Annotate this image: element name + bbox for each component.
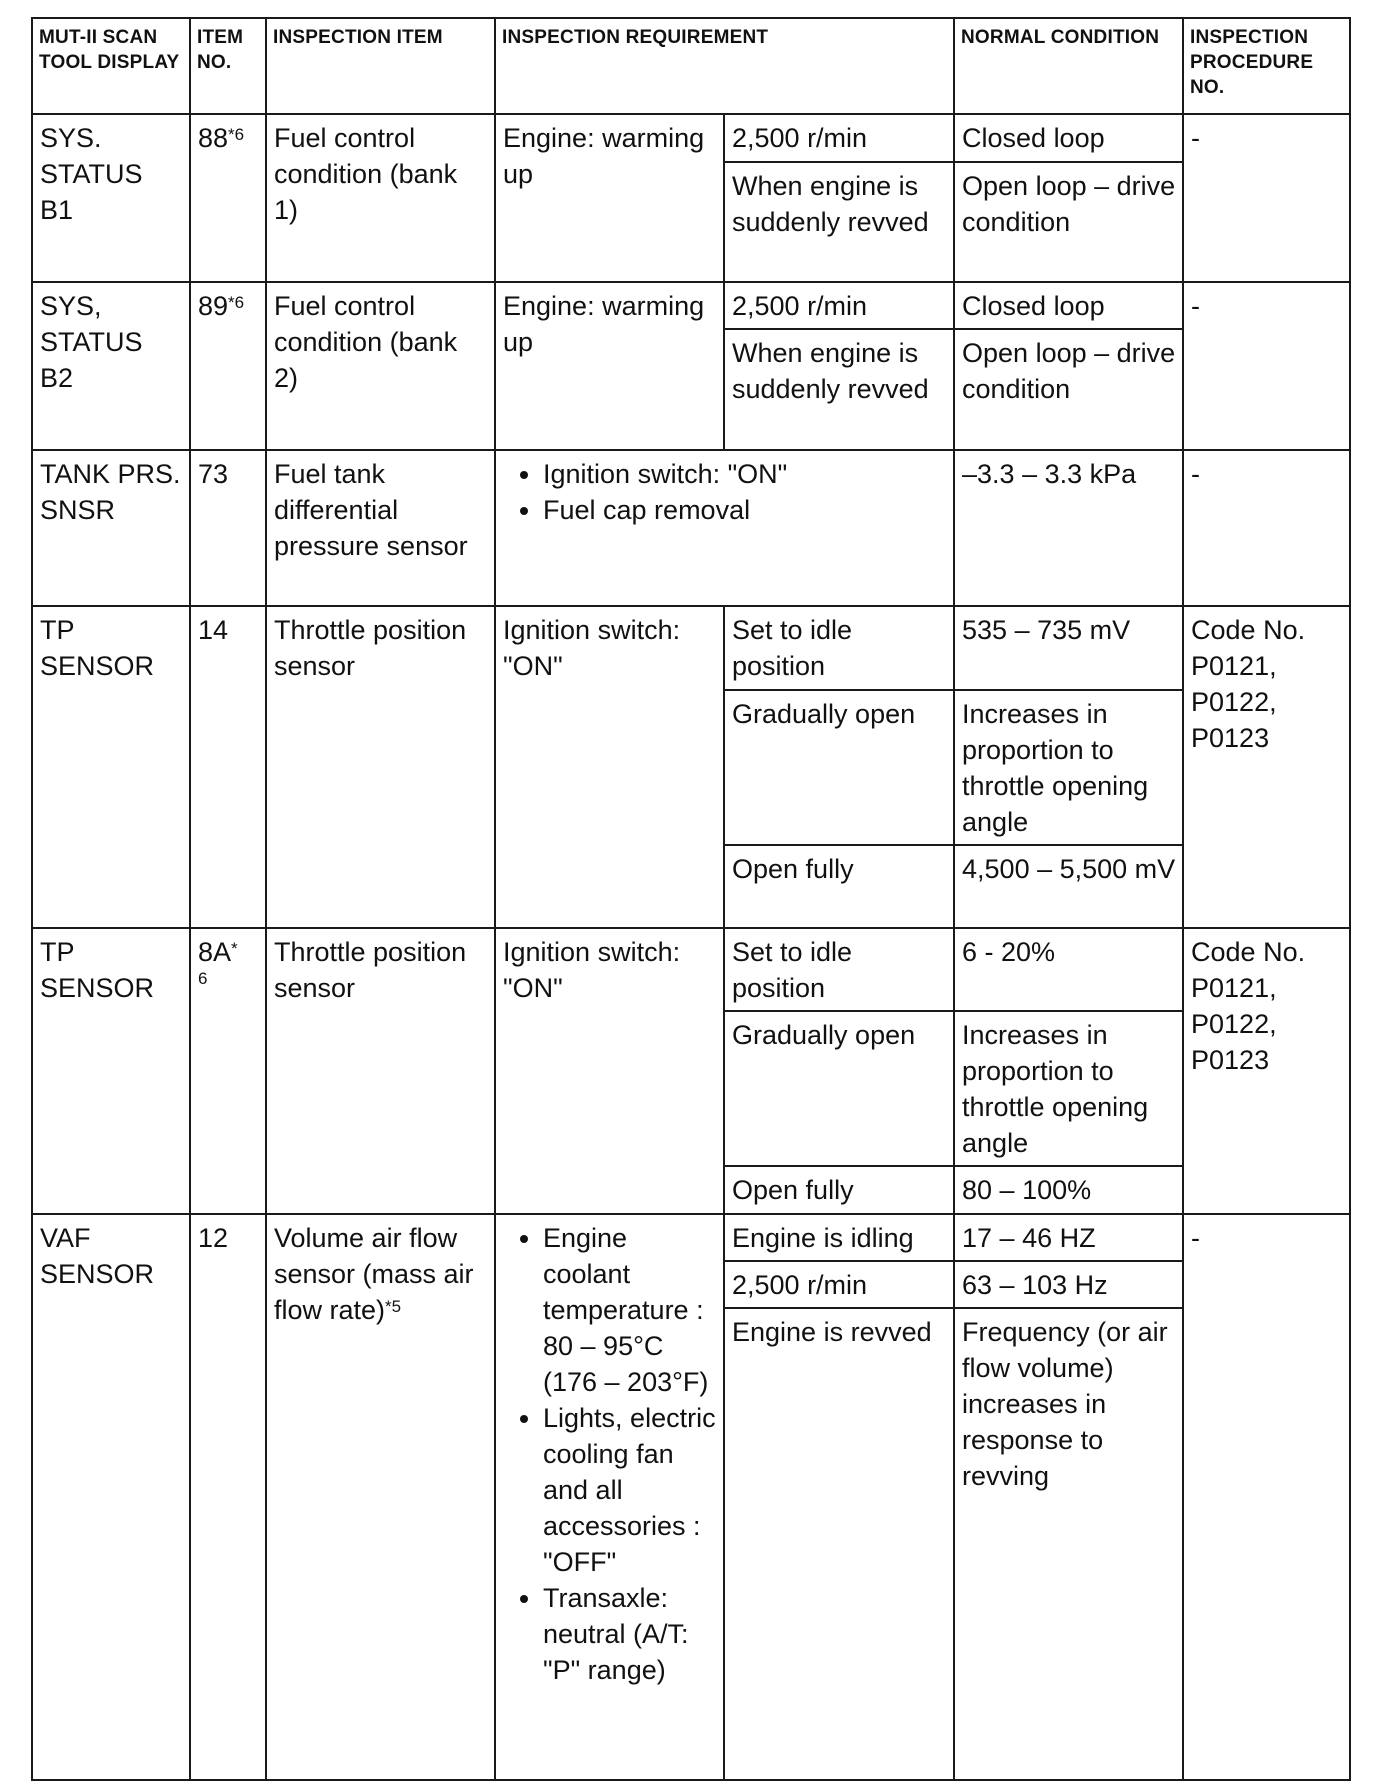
sub-requirement-cell: Gradually open [724, 1011, 954, 1167]
normal-condition-cell: 63 – 103 Hz [954, 1261, 1183, 1308]
display-cell: VAF SENSOR [32, 1214, 190, 1780]
list-item: • Ignition switch: "ON" [543, 456, 947, 492]
item-no-cell: 73 [190, 450, 266, 607]
item-no-cell [190, 282, 266, 450]
header-item-no: ITEM NO. [190, 18, 266, 114]
normal-condition-cell: 535 – 735 mV [954, 606, 1183, 689]
inspection-table [31, 17, 1351, 1781]
procedure-cell: Code No. P0121, P0122, P0123 [1183, 606, 1350, 927]
table-row [32, 1214, 1350, 1261]
item-no-value: 89 [198, 291, 229, 322]
normal-condition-cell: 17 – 46 HZ [954, 1214, 1183, 1261]
requirement-list [503, 456, 947, 528]
item-no-footnote: * [231, 938, 238, 958]
sub-requirement-cell: 2,500 r/min [724, 282, 954, 329]
table-row [32, 282, 1350, 329]
requirement-list [503, 1220, 717, 1688]
item-footnote: *5 [385, 1296, 402, 1316]
header-normal-condition: NORMAL CONDITION [954, 18, 1183, 114]
procedure-cell: Code No. P0121, P0122, P0123 [1183, 928, 1350, 1214]
item-no-cell [190, 114, 266, 282]
sub-requirement-cell: Gradually open [724, 690, 954, 846]
requirement-cell: Engine: warming up [495, 282, 724, 450]
sub-requirement-cell: Engine is revved [724, 1308, 954, 1780]
item-no-footnote: *6 [228, 125, 245, 145]
normal-condition-cell: Closed loop [954, 114, 1183, 161]
procedure-cell: - [1183, 282, 1350, 450]
item-no-footnote: *6 [228, 293, 245, 313]
list-item: • Fuel cap removal [543, 492, 947, 528]
normal-condition-cell: 6 - 20% [954, 928, 1183, 1011]
sub-requirement-cell: Open fully [724, 1166, 954, 1213]
procedure-cell: - [1183, 450, 1350, 607]
display-cell: TP SENSOR [32, 928, 190, 1214]
header-procedure-no: INSPECTION PROCEDURE NO. [1183, 18, 1350, 114]
normal-condition-cell: 80 – 100% [954, 1166, 1183, 1213]
inspection-item-cell: Fuel tank differential pressure sensor [266, 450, 495, 607]
item-no-cell: 12 [190, 1214, 266, 1780]
sub-requirement-cell: Set to idle position [724, 928, 954, 1011]
normal-condition-cell: Open loop – drive condition [954, 162, 1183, 282]
requirement-cell: Ignition switch: "ON" [495, 606, 724, 927]
display-cell: SYS, STATUS B2 [32, 282, 190, 450]
inspection-item-cell: Throttle position sensor [266, 928, 495, 1214]
sub-requirement-cell: 2,500 r/min [724, 114, 954, 161]
header-inspection-item: INSPECTION ITEM [266, 18, 495, 114]
list-item: • Engine coolant temperature : 80 – 95°C (176 – 203°F) [543, 1220, 717, 1400]
table-row [32, 450, 1350, 607]
list-item: • Transaxle: neutral (A/T: "P" range) [543, 1580, 717, 1688]
normal-condition-cell: Open loop – drive condition [954, 329, 1183, 449]
requirement-cell [495, 450, 954, 607]
item-no-value: 88 [198, 123, 229, 154]
requirement-cell: Ignition switch: "ON" [495, 928, 724, 1214]
item-no-value: 8A [198, 936, 232, 967]
normal-condition-cell: –3.3 – 3.3 kPa [954, 450, 1183, 607]
inspection-item-cell: Fuel control condition (bank 2) [266, 282, 495, 450]
item-no-cell [190, 928, 266, 1214]
inspection-item-cell [266, 1214, 495, 1780]
inspection-item-cell: Fuel control condition (bank 1) [266, 114, 495, 282]
procedure-cell: - [1183, 114, 1350, 282]
display-cell: TP SENSOR [32, 606, 190, 927]
header-display: MUT-II SCAN TOOL DISPLAY [32, 18, 190, 114]
normal-condition-cell: Frequency (or air flow volume) increases in response to revving [954, 1308, 1183, 1780]
normal-condition-cell: Increases in proportion to throttle opening angle [954, 1011, 1183, 1167]
list-item: • Lights, electric cooling fan and all accessories : "OFF" [543, 1400, 717, 1580]
requirement-cell [495, 1214, 724, 1780]
normal-condition-cell: 4,500 – 5,500 mV [954, 845, 1183, 927]
table-row [32, 114, 1350, 161]
table-row [32, 928, 1350, 1011]
sub-requirement-cell: 2,500 r/min [724, 1261, 954, 1308]
inspection-item-cell: Throttle position sensor [266, 606, 495, 927]
header-inspection-requirement: INSPECTION REQUIREMENT [495, 18, 954, 114]
procedure-cell: - [1183, 1214, 1350, 1780]
requirement-cell: Engine: warming up [495, 114, 724, 282]
sub-requirement-cell: Engine is idling [724, 1214, 954, 1261]
display-cell: TANK PRS. SNSR [32, 450, 190, 607]
item-no-footnote-number: 6 [198, 968, 208, 988]
sub-requirement-cell: When engine is suddenly revved [724, 329, 954, 449]
header-row [32, 18, 1350, 114]
sub-requirement-cell: Set to idle position [724, 606, 954, 689]
item-no-cell: 14 [190, 606, 266, 927]
normal-condition-cell: Closed loop [954, 282, 1183, 329]
inspection-item-text: Volume air flow sensor (mass air flow rate) [274, 1222, 474, 1325]
sub-requirement-cell: When engine is suddenly revved [724, 162, 954, 282]
display-cell: SYS. STATUS B1 [32, 114, 190, 282]
sub-requirement-cell: Open fully [724, 845, 954, 927]
table-row [32, 606, 1350, 689]
normal-condition-cell: Increases in proportion to throttle opening angle [954, 690, 1183, 846]
